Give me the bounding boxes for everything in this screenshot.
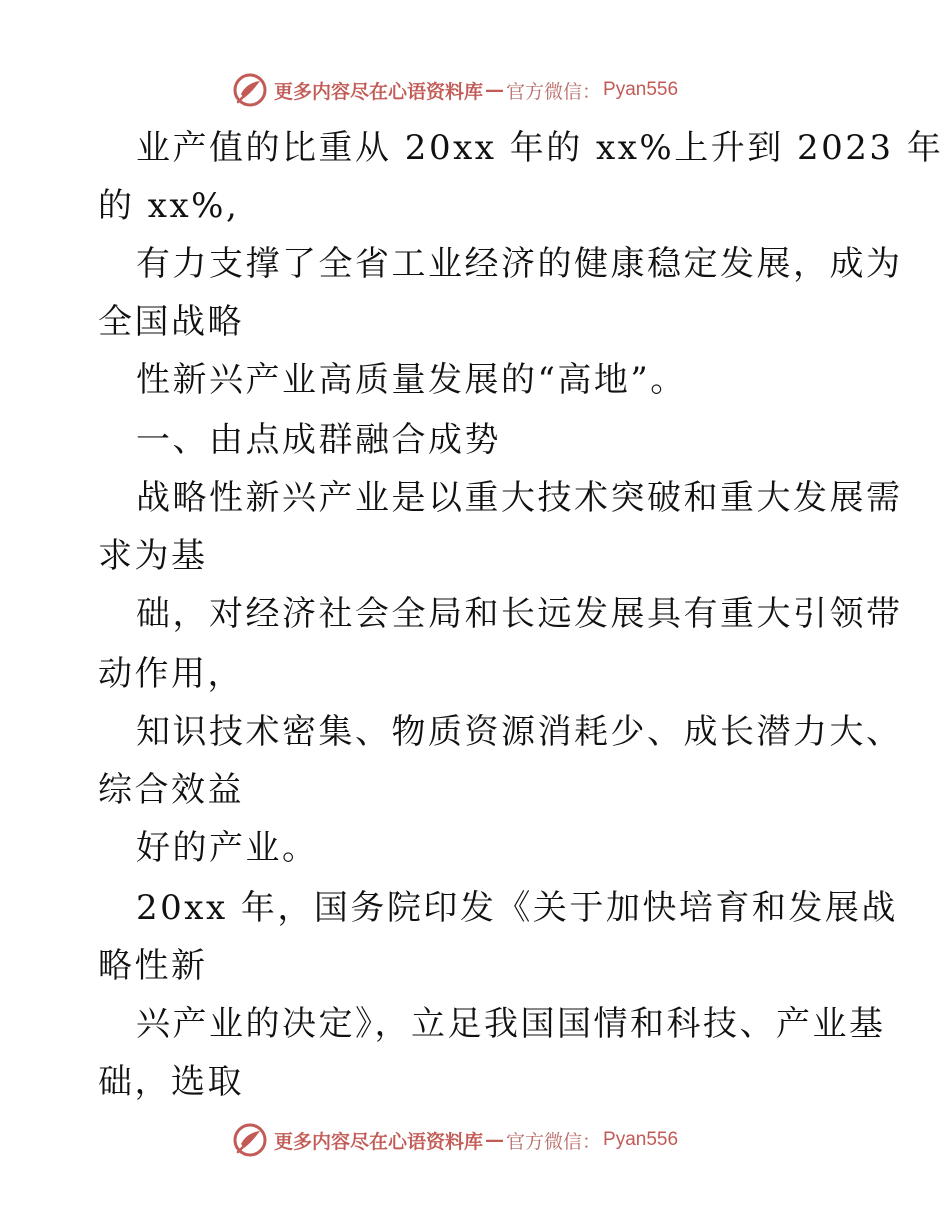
banner-wechat-id: Pyan556 (603, 1129, 679, 1150)
section-heading: 一、由点成群融合成势 (136, 420, 501, 460)
text-line: 20xx 年，国务院印发《关于加快培育和发展战 (136, 888, 898, 928)
text-line: 业产值的比重从 20xx 年的 xx%上升到 2023 年 (136, 128, 944, 168)
text-line: 综合效益 (98, 770, 244, 810)
text-line: 性新兴产业高质量发展的“高地”。 (136, 360, 687, 400)
banner-site-text: 更多内容尽在心语资料库 (274, 80, 484, 103)
footer-banner (232, 1120, 678, 1160)
text-line: 全国战略 (98, 302, 244, 342)
text-line: 础，选取 (98, 1062, 244, 1102)
text-line: 动作用， (98, 654, 244, 694)
text-line: 的 xx%, (98, 186, 240, 226)
brand-logo-icon (232, 1122, 268, 1158)
banner-dash: — (485, 1129, 505, 1151)
header-banner (232, 70, 678, 110)
banner-wechat-label: 官方微信： (506, 80, 602, 103)
banner-site-text: 更多内容尽在心语资料库 (274, 1130, 484, 1153)
text-line: 有力支撑了全省工业经济的健康稳定发展，成为 (136, 244, 903, 284)
banner-wechat-label: 官方微信： (506, 1130, 602, 1153)
text-line: 知识技术密集、物质资源消耗少、成长潜力大、 (136, 712, 903, 752)
text-line: 兴产业的决定》，立足我国国情和科技、产业基 (136, 1004, 886, 1044)
text-line: 战略性新兴产业是以重大技术突破和重大发展需 (136, 478, 903, 518)
text-line: 好的产业。 (136, 828, 319, 868)
brand-logo-icon (232, 72, 268, 108)
text-line: 略性新 (98, 946, 208, 986)
text-line: 求为基 (98, 536, 208, 576)
banner-wechat-id: Pyan556 (603, 79, 679, 100)
text-line: 础，对经济社会全局和长远发展具有重大引领带 (136, 594, 903, 634)
banner-dash: — (485, 79, 505, 101)
